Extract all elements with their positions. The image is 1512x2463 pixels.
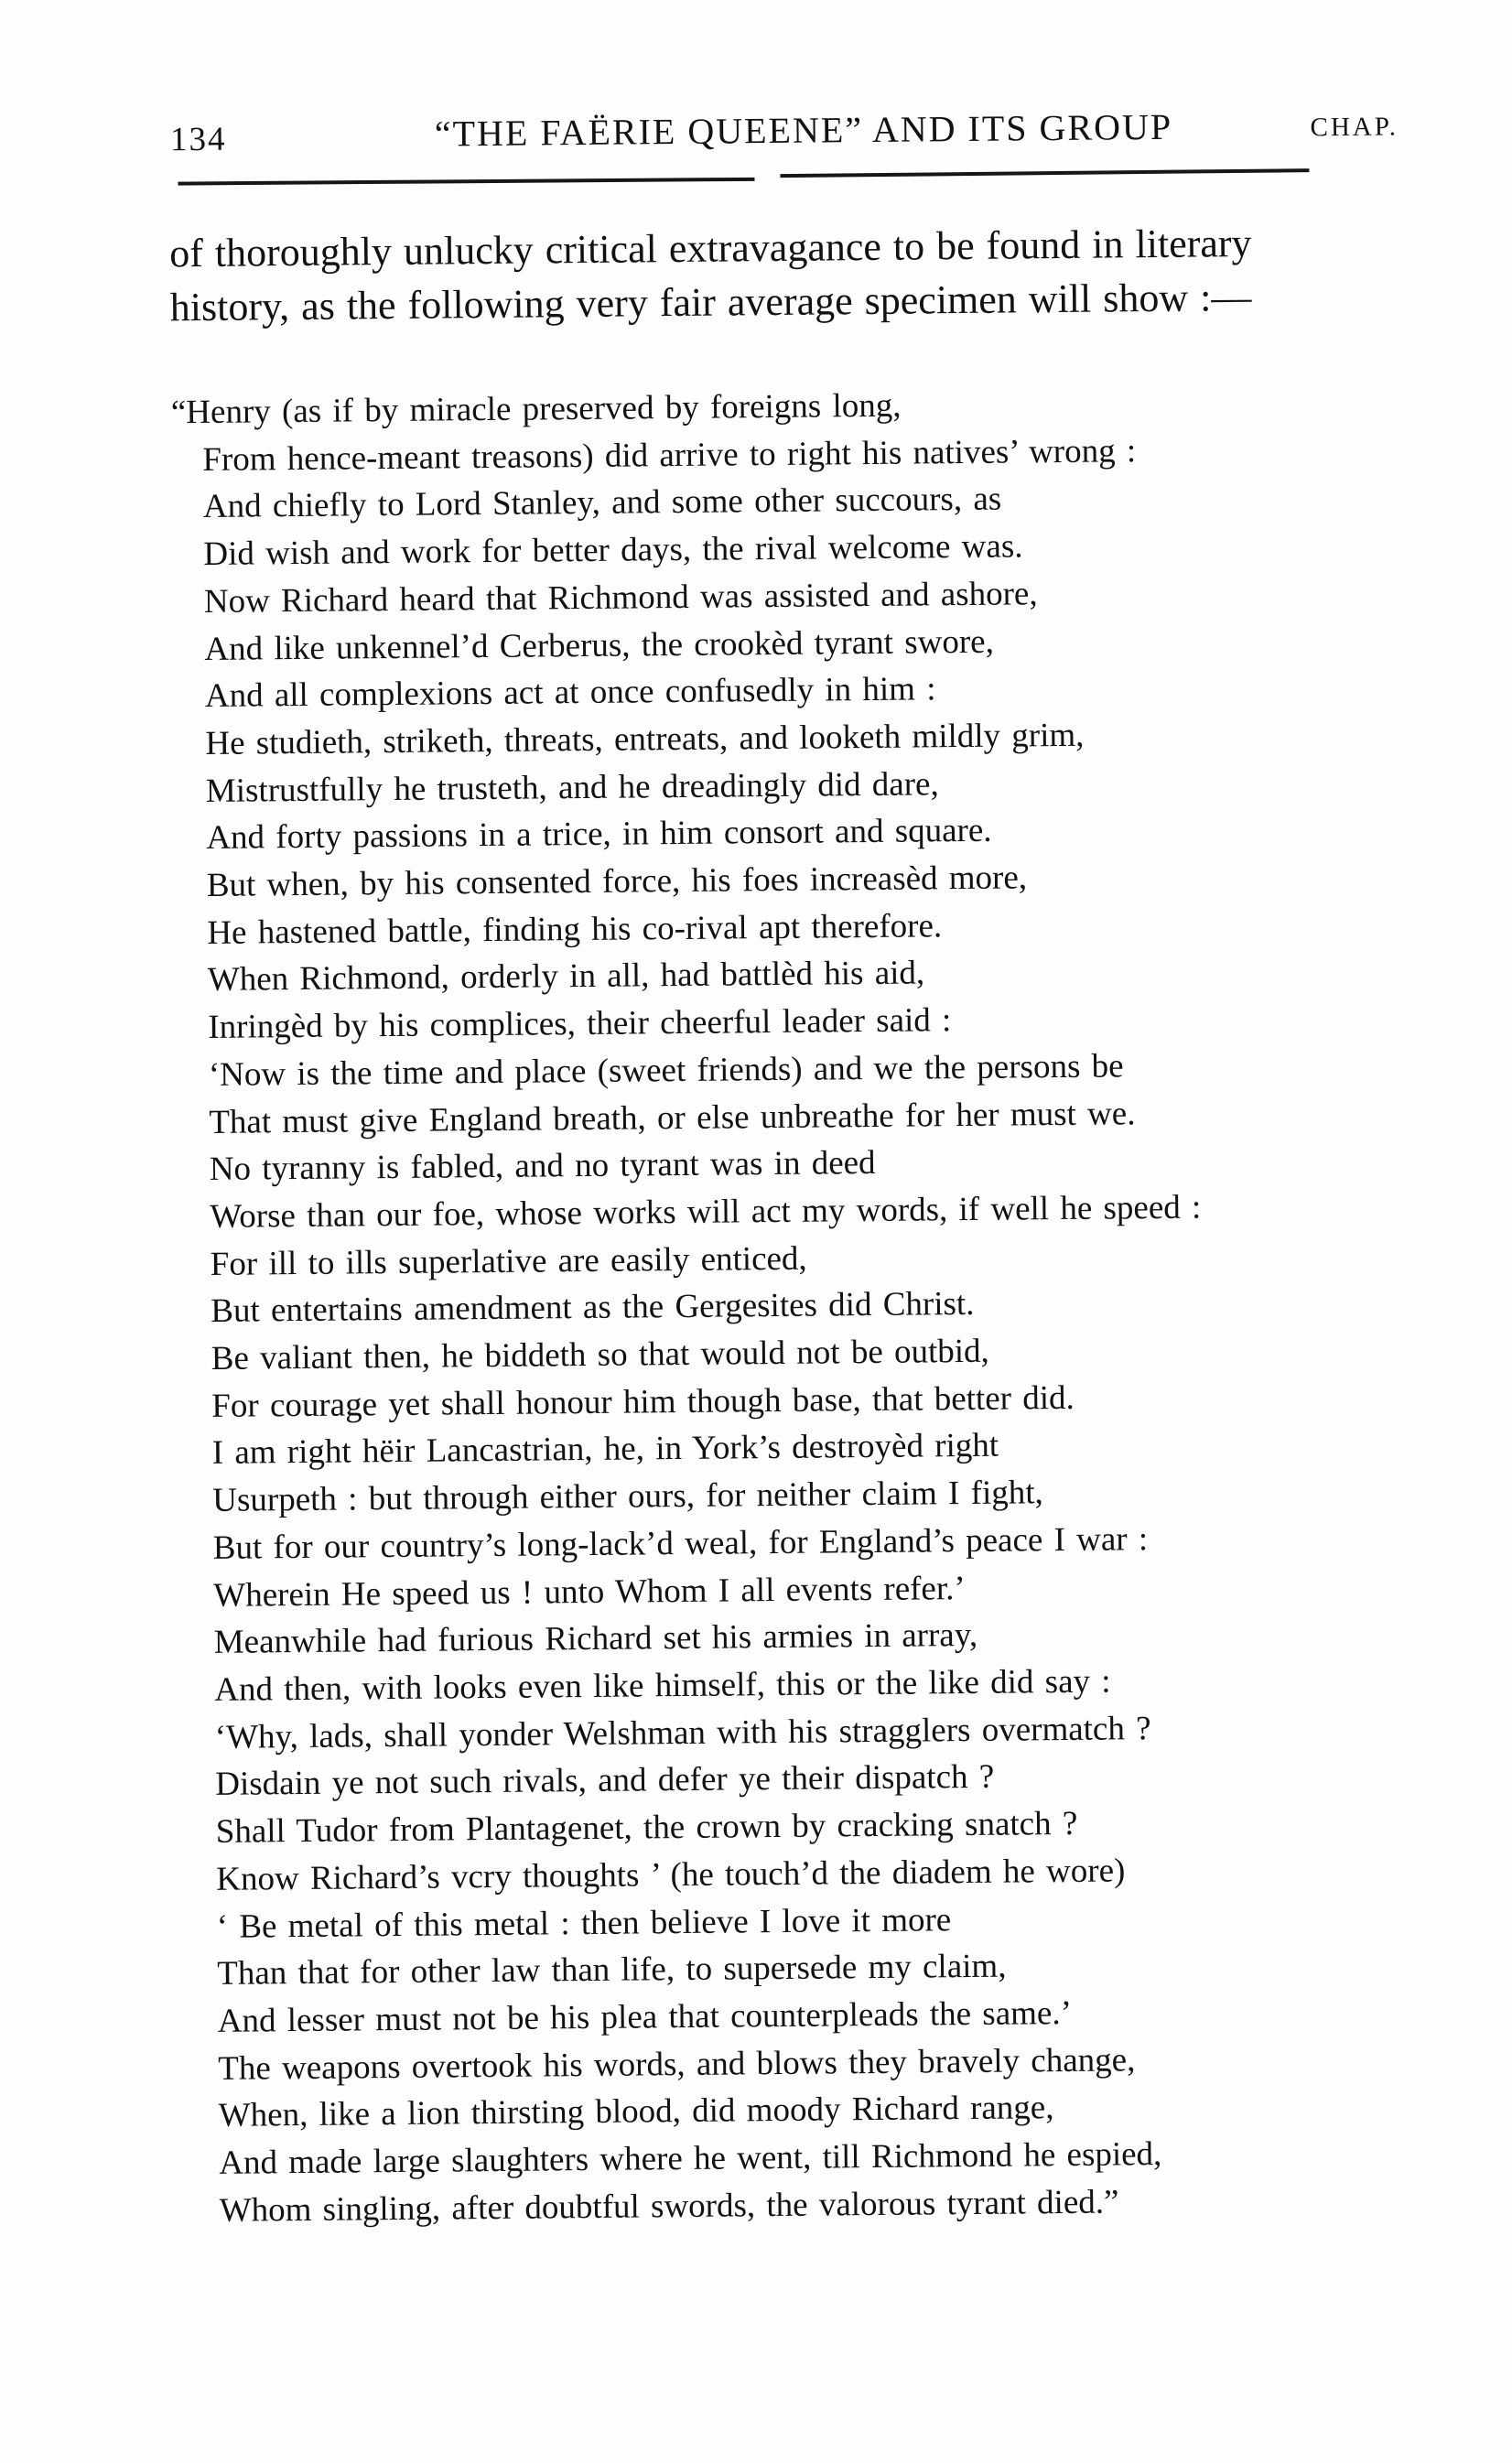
poem-line: And then, with looks even like himself, this or the like did say : [214, 1662, 1111, 1709]
poem-line: And forty passions in a trice, in him consort and square. [206, 812, 992, 858]
poem-line: He hastened battle, finding his co-rival apt therefore. [207, 906, 943, 952]
poem-line: He studieth, striketh, threats, entreats, and looketh mildly grim, [205, 716, 1085, 762]
poem-line: Worse than our foe, whose works will act my words, if well he speed : [210, 1188, 1202, 1236]
poem-line: Shall Tudor from Plantagenet, the crown by cracking snatch ? [215, 1804, 1078, 1852]
poem-line: And like unkennel’d Cerberus, the crookèd tyrant swore, [204, 622, 995, 668]
poem-line: Now Richard heard that Richmond was assisted and ashore, [203, 575, 1038, 621]
poem-line: The weapons overtook his words, and blows they bravely change, [218, 2040, 1136, 2088]
page-number: 134 [169, 120, 227, 159]
intro-line: of thoroughly unlucky critical extravagance to be found in literary [168, 220, 1252, 276]
header-rule-right-segment [780, 168, 1309, 178]
poem-line: And all complexions act at once confusedly in him : [204, 670, 936, 716]
poem-line: I am right hëir Lancastrian, he, in York’s destroyèd right [211, 1427, 999, 1473]
poem-line: Than that for other law than life, to supersede my claim, [217, 1947, 1007, 1993]
intro-paragraph [169, 214, 1415, 334]
poem-line: Disdain ye not such rivals, and defer ye their dispatch ? [215, 1758, 995, 1804]
poem-line: Usurpeth : but through either ours, for neither claim I fight, [212, 1474, 1043, 1520]
poem-line: Mistrustfully he trusteth, and he dreadingly did dare, [205, 764, 939, 810]
poem-line: For courage yet shall honour him though base, that better did. [211, 1378, 1075, 1425]
poem-line: ‘ Be metal of this metal : then believe I love it more [216, 1900, 952, 1946]
poem-line: But when, by his consented force, his foes increasèd more, [206, 859, 1028, 904]
poem-line: Did wish and work for better days, the rival welcome was. [203, 527, 1023, 574]
poem-line: ‘Now is the time and place (sweet friends) and we the persons be [208, 1047, 1124, 1094]
poem-line: And chiefly to Lord Stanley, and some other succours, as [202, 481, 1002, 526]
poem-line: But entertains amendment as the Gergesites did Christ. [211, 1285, 975, 1331]
intro-line: history, as the following very fair average specimen will show :— [169, 274, 1252, 330]
poem-line: Meanwhile had furious Richard set his armies in array, [213, 1616, 978, 1662]
poem-line: “Henry (as if by miracle preserved by foreigns long, [170, 386, 902, 432]
poem-line: When, like a lion thirsting blood, did moody Richard range, [218, 2089, 1054, 2135]
poem-line: ‘Why, lads, shall yonder Welshman with his stragglers overmatch ? [214, 1709, 1151, 1756]
poem-line: Whom singling, after doubtful swords, the valorous tyrant died.” [219, 2183, 1119, 2230]
poem-line: For ill to ills superlative are easily enticed, [210, 1239, 807, 1283]
header-rule-left-segment [178, 178, 754, 186]
poem-line: No tyranny is fabled, and no tyrant was in deed [209, 1144, 876, 1189]
poem-line: But for our country’s long-lack’d weal, for England’s peace I war : [212, 1520, 1149, 1567]
poem-line: And lesser must not be his plea that counterpleads the same.’ [217, 1993, 1073, 2040]
running-title: “THE FAËRIE QUEENE” AND ITS GROUP [434, 105, 1173, 155]
poem-line: Wherein He speed us ! unto Whom I all events refer.’ [213, 1569, 966, 1615]
poem-line: That must give England breath, or else unbreathe for her must we. [209, 1094, 1136, 1141]
quoted-poem [170, 378, 1391, 2235]
chapter-label: CHAP. [1310, 112, 1399, 143]
page-header [0, 102, 1501, 171]
poem-line: And made large slaughters where he went, till Richmond he espied, [219, 2135, 1162, 2182]
poem-line: Inringèd by his complices, their cheerful leader said : [208, 1001, 952, 1047]
poem-line: From hence-meant treasons) did arrive to right his natives’ wrong : [202, 431, 1137, 479]
poem-line: When Richmond, orderly in all, had battlèd his aid, [207, 954, 925, 999]
poem-line: Know Richard’s vcry thoughts ’ (he touch’d the diadem he wore) [216, 1852, 1126, 1898]
poem-line: Be valiant then, he biddeth so that would not be outbid, [211, 1332, 990, 1378]
